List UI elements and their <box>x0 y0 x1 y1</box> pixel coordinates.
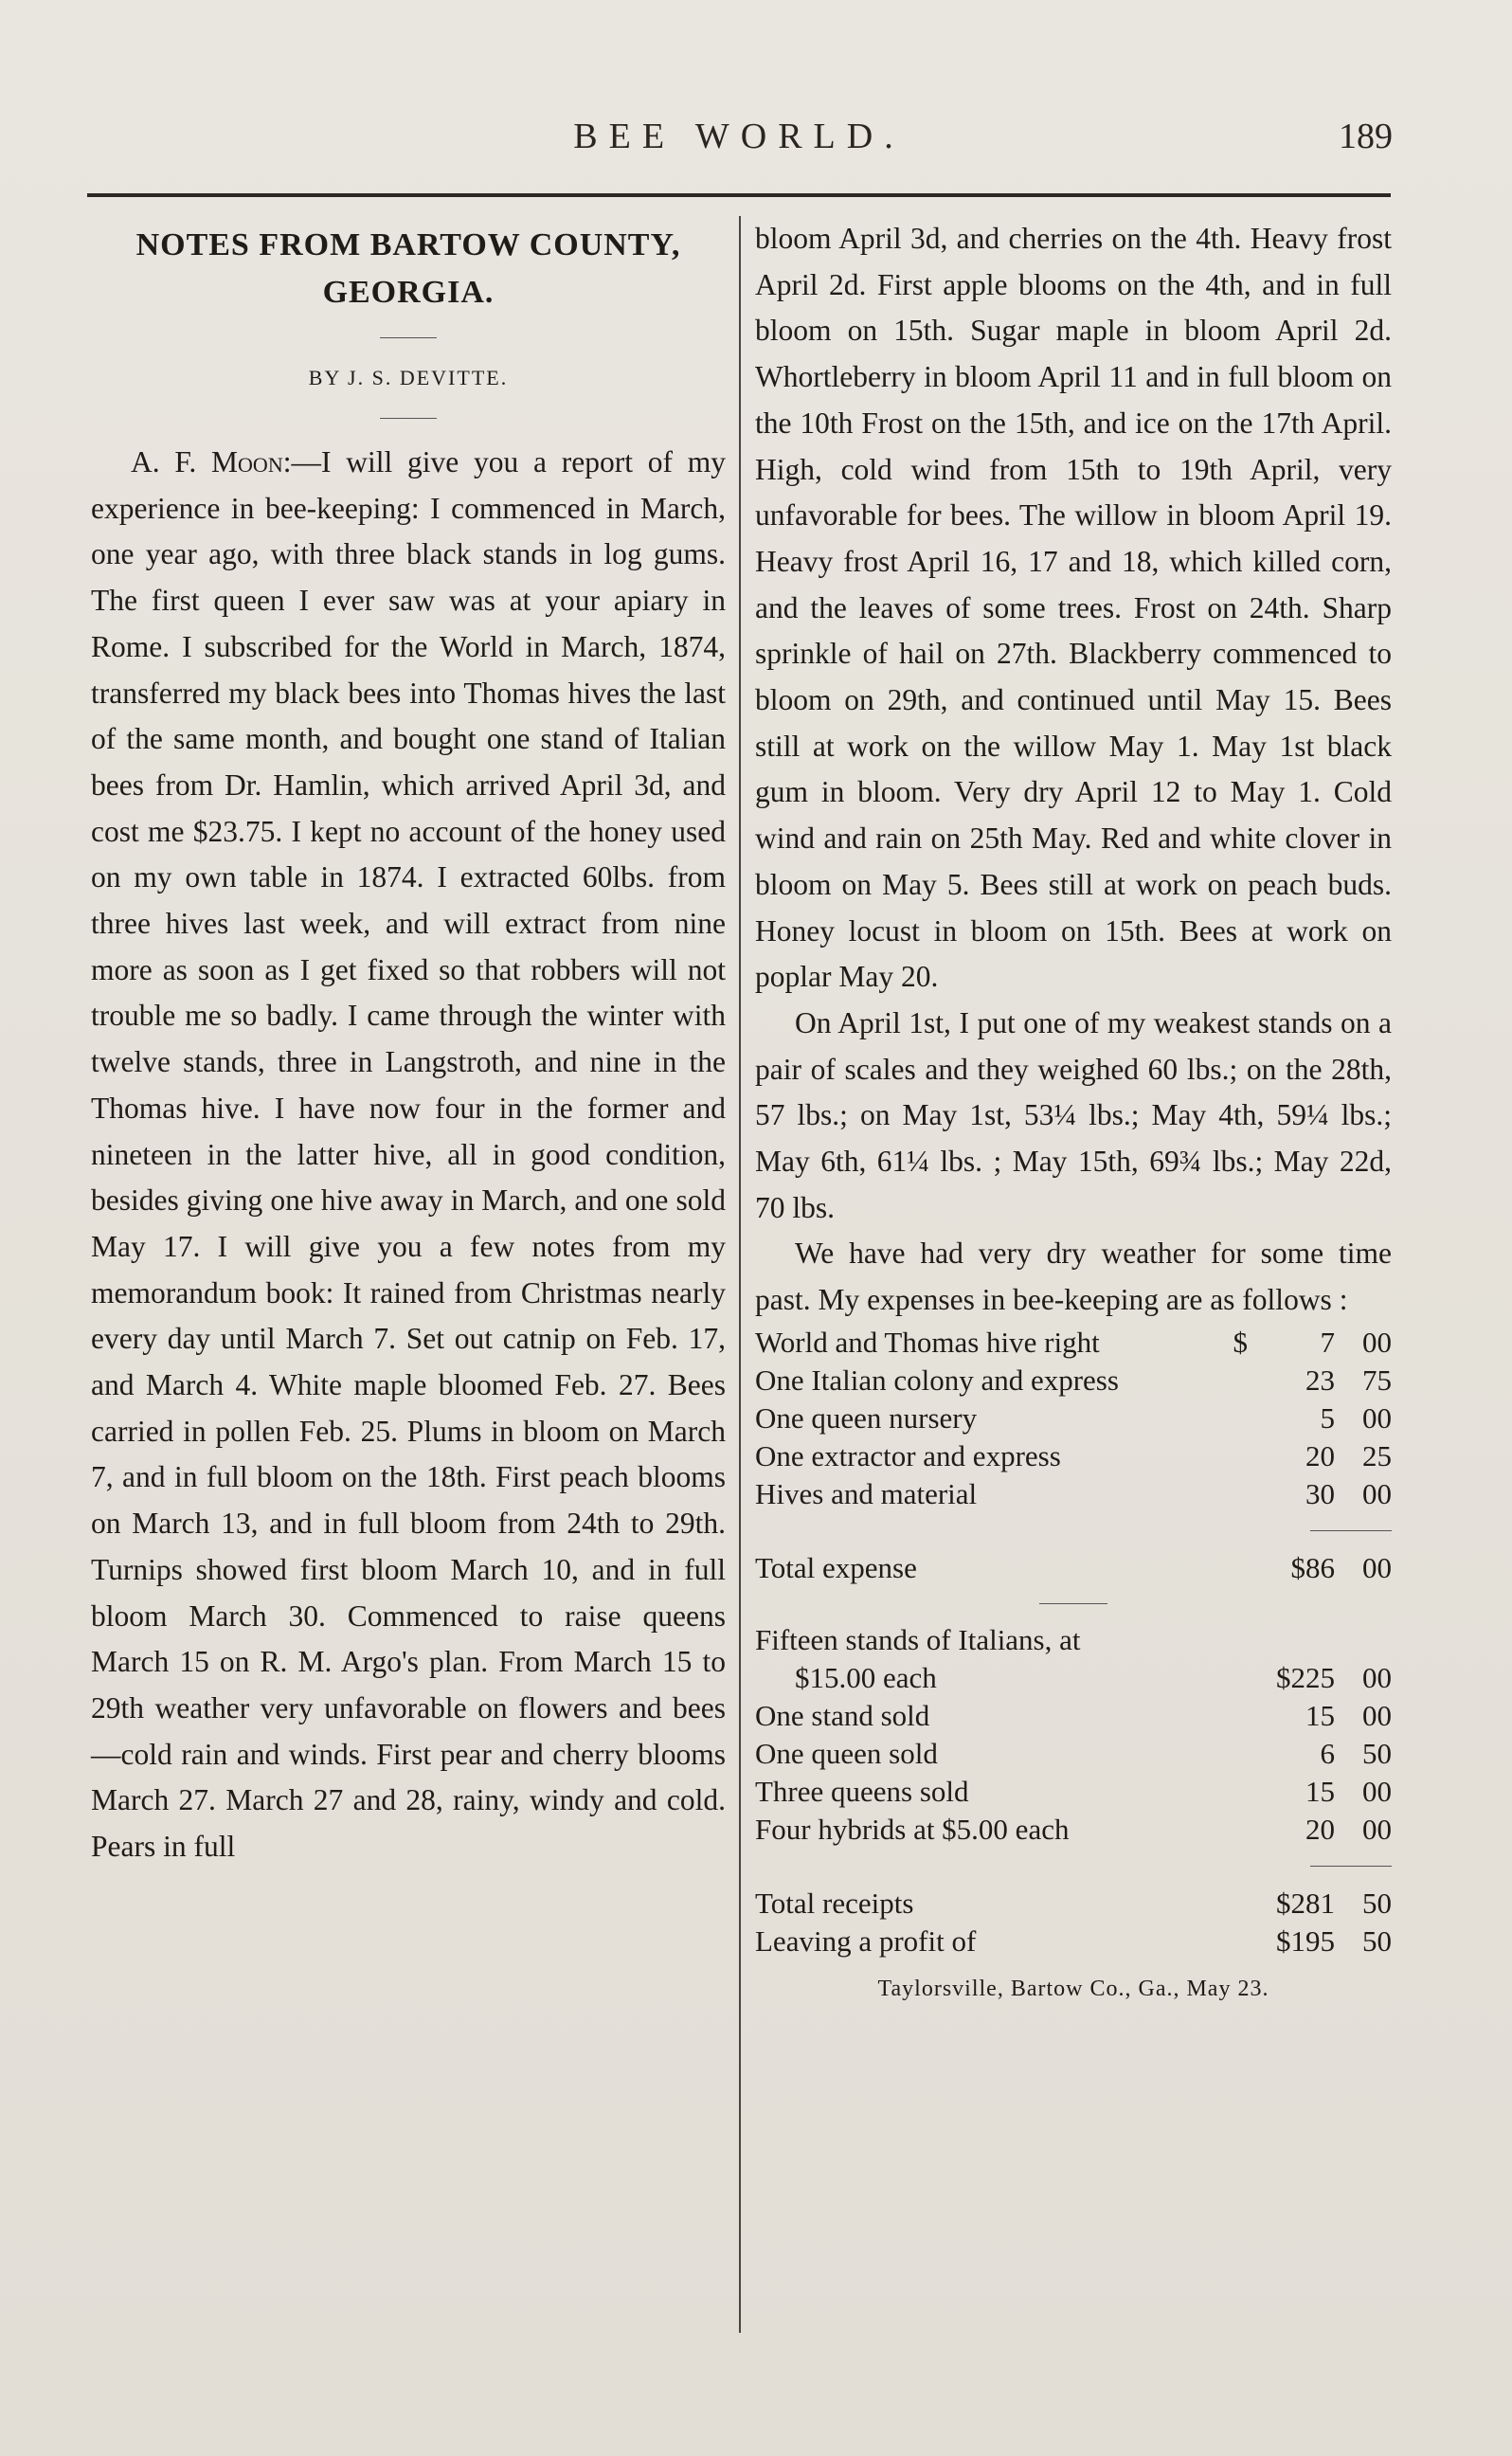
receipt-dollars: 15 <box>1305 1698 1335 1732</box>
article-title: NOTES FROM BARTOW COUNTY, GEORGIA. <box>135 227 681 310</box>
receipt-label: Fifteen stands of Italians, at <box>755 1622 1081 1656</box>
profit-dollars: $195 <box>1276 1923 1335 1958</box>
section-rule-row <box>755 1587 1392 1621</box>
column-divider <box>739 216 741 2333</box>
receipt-row <box>755 1659 1392 1697</box>
expense-label: One Italian colony and express <box>755 1363 1119 1397</box>
expense-dollars: 23 <box>1305 1363 1335 1397</box>
expense-cents: 00 <box>1362 1400 1392 1435</box>
total-receipts-label: Total receipts <box>755 1886 914 1920</box>
title-divider <box>380 337 437 338</box>
receipt-label: Four hybrids at $5.00 each <box>755 1812 1070 1846</box>
signoff: Taylorsville, Bartow Co., Ga., May 23. <box>877 1976 1269 2001</box>
byline: BY J. S. DEVITTE. <box>308 366 509 389</box>
expense-currency <box>1227 1362 1248 1400</box>
receipt-dollars: 6 <box>1320 1736 1335 1770</box>
expense-dollars: 5 <box>1320 1400 1335 1435</box>
receipt-label: One stand sold <box>755 1698 930 1732</box>
profit-row <box>755 1923 1392 1960</box>
expense-label: World and Thomas hive right <box>755 1325 1100 1359</box>
expense-label: One queen nursery <box>755 1400 978 1435</box>
total-receipts-row <box>755 1885 1392 1923</box>
paragraph: On April 1st, I put one of my weakest stands on a pair of scales and they weighed 60 lbs.; on the 28th, 57 lbs.; on May 1st, 53¼ lbs.; May 4th, 59¼ lbs.; May 6th, 61¼ lbs. ; May 15th, 69¾ lbs.; May 22d, 70 lbs. <box>755 1005 1392 1224</box>
receipt-cents: 00 <box>1362 1774 1392 1808</box>
expense-currency <box>1227 1400 1248 1437</box>
expense-table <box>755 1324 1392 1960</box>
page-number: 189 <box>1339 117 1393 156</box>
receipt-cents: 00 <box>1362 1698 1392 1732</box>
expense-dollars: 7 <box>1320 1325 1335 1359</box>
receipt-cents: 00 <box>1362 1660 1392 1694</box>
profit-label: Leaving a profit of <box>755 1923 977 1958</box>
receipt-cents <box>1335 1621 1392 1659</box>
running-head-title: BEE WORLD. <box>573 117 905 156</box>
receipt-row <box>755 1811 1392 1849</box>
receipt-label: Three queens sold <box>755 1774 969 1808</box>
expense-row <box>755 1324 1392 1362</box>
expense-label: One extractor and express <box>755 1438 1061 1472</box>
right-column <box>755 216 1392 2013</box>
receipt-row <box>755 1697 1392 1735</box>
expense-cents: 00 <box>1362 1476 1392 1510</box>
receipt-cents: 50 <box>1362 1736 1392 1770</box>
expense-currency <box>1227 1437 1248 1475</box>
paragraph-text: :—I will give you a report of my experience in bee-keeping: I commenced in March, one year ago, with three black stands in log gums. The first queen I ever saw was at your apiary in Rome. I subscribed for the World in March, 1874, transferred my black bees into Thomas hives the last of the same month, and bought one stand of Italian bees from Dr. Hamlin, which arrived April 3d, and cost me $23.75. I kept no account of the honey used on my own table in 1874. I extracted 60lbs. from three hives last week, and will extract from nine more as soon as I get fixed so that robbers will not trouble me so badly. I came through the winter with twelve stands, three in Langstroth, and nine in the Thomas hive. I have now four in the former and nineteen in the latter hive, all in good condition, besides giving one hive away in March, and one sold May 17. I will give you a few notes from my memorandum book: It rained from Christmas nearly every day until March 7. Set out catnip on Feb. 17, and March 4. White maple bloomed Feb. 27. Bees carried in pollen Feb. 25. Plums in bloom on March 7, and in full bloom on the 18th. First peach blooms on March 13, and in full bloom from 24th to 29th. Turnips showed first bloom March 10, and in full bloom March 30. Commenced to raise queens March 15 on R. M. Argo's plan. From March 15 to 29th weather very unfavorable on flowers and bees—cold rain and winds. First pear and cherry blooms March 27. March 27 and 28, rainy, windy and cold. Pears in full <box>91 445 726 1864</box>
expense-dollars: 20 <box>1305 1438 1335 1472</box>
byline-divider <box>380 418 437 419</box>
receipt-dollars: 20 <box>1305 1812 1335 1846</box>
paragraph: bloom April 3d, and cherries on the 4th. Heavy frost April 2d. First apple blooms on the 4th, and in full bloom on 15th. Sugar maple in bloom April 2d. Whortleberry in bloom April 11 and in full bloom on the 10th Frost on the 15th, and ice on the 17th April. High, cold wind from 15th to 19th April, very unfavorable for bees. The willow in bloom April 19. Heavy frost April 16, 17 and 18, which killed corn, and the leaves of some trees. Frost on 24th. Sharp sprinkle of hail on 27th. Blackberry commenced to bloom on 29th, and continued until May 15. Bees still at work on the willow May 1. May 1st black gum in bloom. Very dry April 12 to May 1. Cold wind and rain on 25th May. Red and white clover in bloom on May 5. Bees still at work on peach buds. Honey locust in bloom on 15th. Bees at work on poplar May 20. <box>755 222 1392 994</box>
total-expense-cents: 00 <box>1362 1550 1392 1584</box>
expense-row <box>755 1362 1392 1400</box>
expense-currency <box>1227 1475 1248 1513</box>
receipt-label: $15.00 each <box>795 1660 937 1694</box>
receipt-dollars <box>1248 1621 1335 1659</box>
expense-row <box>755 1437 1392 1475</box>
sum-rule-row <box>755 1849 1392 1885</box>
expense-cents: 75 <box>1362 1363 1392 1397</box>
receipt-row <box>755 1621 1392 1659</box>
total-receipts-dollars: $281 <box>1276 1886 1335 1920</box>
paragraph: We have had very dry weather for some time past. My expenses in bee-keeping are as follows : <box>755 1237 1392 1317</box>
header-rule <box>87 193 1391 197</box>
receipt-dollars: 15 <box>1305 1774 1335 1808</box>
receipt-label: One queen sold <box>755 1736 938 1770</box>
total-receipts-cents: 50 <box>1362 1886 1392 1920</box>
running-head <box>85 116 1393 172</box>
sum-rule-row <box>755 1513 1392 1549</box>
expense-cents: 25 <box>1362 1438 1392 1472</box>
total-expense-dollars: $86 <box>1290 1550 1335 1584</box>
expense-row <box>755 1475 1392 1513</box>
paragraph <box>91 440 726 1870</box>
receipt-dollars: $225 <box>1276 1660 1335 1694</box>
total-expense-row <box>755 1549 1392 1587</box>
receipt-row <box>755 1735 1392 1773</box>
total-expense-label: Total expense <box>755 1550 917 1584</box>
expense-row <box>755 1400 1392 1437</box>
expense-label: Hives and material <box>755 1476 978 1510</box>
profit-cents: 50 <box>1362 1923 1392 1958</box>
correspondent-name: A. F. Moon <box>131 445 283 479</box>
receipt-row <box>755 1773 1392 1811</box>
expense-cents: 00 <box>1362 1325 1392 1359</box>
left-column <box>91 216 726 1870</box>
expense-currency: $ <box>1233 1325 1248 1359</box>
receipt-cents: 00 <box>1362 1812 1392 1846</box>
expense-dollars: 30 <box>1305 1476 1335 1510</box>
